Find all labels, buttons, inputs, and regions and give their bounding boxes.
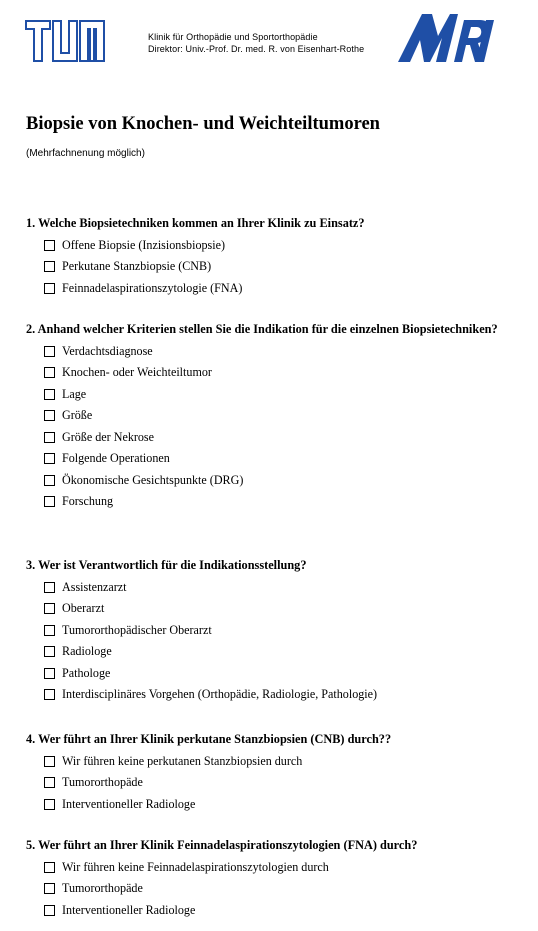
option-label: Interventioneller Radiologe — [62, 796, 196, 811]
option-label: Radiologe — [62, 644, 112, 659]
checkbox[interactable] — [44, 625, 55, 636]
checkbox[interactable] — [44, 240, 55, 251]
page-subtitle: (Mehrfachnenung möglich) — [26, 148, 145, 159]
option[interactable] — [44, 278, 516, 300]
option-label: Perkutane Stanzbiopsie (CNB) — [62, 259, 212, 274]
option-label: Ökonomische Gesichtspunkte (DRG) — [62, 472, 244, 487]
mri-logo — [398, 14, 494, 62]
option-label: Feinnadelaspirationszytologie (FNA) — [62, 280, 243, 295]
question-4 — [26, 729, 516, 815]
option[interactable] — [44, 598, 516, 620]
option[interactable] — [44, 857, 516, 879]
option-label: Größe der Nekrose — [62, 429, 155, 444]
option-label: Forschung — [62, 494, 114, 509]
checkbox[interactable] — [44, 777, 55, 788]
option[interactable] — [44, 470, 516, 492]
question-text: 2. Anhand welcher Kriterien stellen Sie die Indikation für die einzelnen Biopsietechniken? — [26, 322, 498, 336]
option[interactable] — [44, 684, 516, 706]
option-label: Wir führen keine Feinnadelaspirationszytologien durch — [62, 859, 329, 874]
checkbox[interactable] — [44, 905, 55, 916]
option[interactable] — [44, 641, 516, 663]
option[interactable] — [44, 448, 516, 470]
checkbox[interactable] — [44, 346, 55, 357]
checkbox[interactable] — [44, 668, 55, 679]
checkbox[interactable] — [44, 283, 55, 294]
question-1 — [26, 213, 516, 299]
option-label: Größe — [62, 408, 93, 423]
option[interactable] — [44, 772, 516, 794]
option-label: Knochen- oder Weichteiltumor — [62, 365, 212, 380]
option[interactable] — [44, 577, 516, 599]
option-label: Offene Biopsie (Inzisionsbiopsie) — [62, 237, 226, 252]
checkbox[interactable] — [44, 475, 55, 486]
option-label: Pathologe — [62, 665, 111, 680]
checkbox[interactable] — [44, 410, 55, 421]
option-label: Wir führen keine perkutanen Stanzbiopsien durch — [62, 753, 303, 768]
option-label: Oberarzt — [62, 601, 105, 616]
option[interactable] — [44, 235, 516, 257]
checkbox[interactable] — [44, 389, 55, 400]
checkbox[interactable] — [44, 453, 55, 464]
option[interactable] — [44, 620, 516, 642]
option[interactable] — [44, 405, 516, 427]
option-label: Interventioneller Radiologe — [62, 902, 196, 917]
option-label: Lage — [62, 386, 87, 401]
checkbox[interactable] — [44, 496, 55, 507]
option-label: Tumororthopäde — [62, 775, 143, 790]
question-text: 3. Wer ist Verantwortlich für die Indikationsstellung? — [26, 558, 307, 572]
question-text: 1. Welche Biopsietechniken kommen an Ihrer Klinik zu Einsatz? — [26, 216, 365, 230]
option[interactable] — [44, 878, 516, 900]
checkbox[interactable] — [44, 261, 55, 272]
option[interactable] — [44, 384, 516, 406]
option-label: Tumororthopäde — [62, 881, 143, 896]
option-label: Tumororthopädischer Oberarzt — [62, 622, 212, 637]
checkbox[interactable] — [44, 756, 55, 767]
clinic-director: Direktor: Univ.-Prof. Dr. med. R. von Eisenhart-Rothe — [148, 44, 365, 54]
option[interactable] — [44, 491, 516, 513]
page-title: Biopsie von Knochen- und Weichteiltumoren — [26, 114, 380, 134]
checkbox[interactable] — [44, 883, 55, 894]
option[interactable] — [44, 341, 516, 363]
page-header — [0, 0, 538, 80]
option-label: Verdachtsdiagnose — [62, 343, 153, 358]
clinic-name: Klinik für Orthopädie und Sportorthopädie — [148, 32, 318, 42]
tum-logo — [25, 20, 105, 62]
checkbox[interactable] — [44, 432, 55, 443]
question-3 — [26, 555, 516, 706]
checkbox[interactable] — [44, 367, 55, 378]
clinic-info — [148, 31, 364, 55]
checkbox[interactable] — [44, 603, 55, 614]
option[interactable] — [44, 362, 516, 384]
option[interactable] — [44, 427, 516, 449]
question-text: 4. Wer führt an Ihrer Klinik perkutane Stanzbiopsien (CNB) durch?? — [26, 732, 392, 746]
question-5 — [26, 835, 516, 921]
checkbox[interactable] — [44, 582, 55, 593]
checkbox[interactable] — [44, 646, 55, 657]
option-label: Folgende Operationen — [62, 451, 170, 466]
option[interactable] — [44, 900, 516, 922]
question-2 — [26, 319, 516, 513]
option-label: Assistenzarzt — [62, 579, 127, 594]
checkbox[interactable] — [44, 799, 55, 810]
checkbox[interactable] — [44, 689, 55, 700]
option[interactable] — [44, 751, 516, 773]
option[interactable] — [44, 794, 516, 816]
checkbox[interactable] — [44, 862, 55, 873]
option[interactable] — [44, 663, 516, 685]
option-label: Interdisciplinäres Vorgehen (Orthopädie, Radiologie, Pathologie) — [62, 687, 378, 702]
question-text: 5. Wer führt an Ihrer Klinik Feinnadelaspirationszytologien (FNA) durch? — [26, 838, 418, 852]
option[interactable] — [44, 256, 516, 278]
